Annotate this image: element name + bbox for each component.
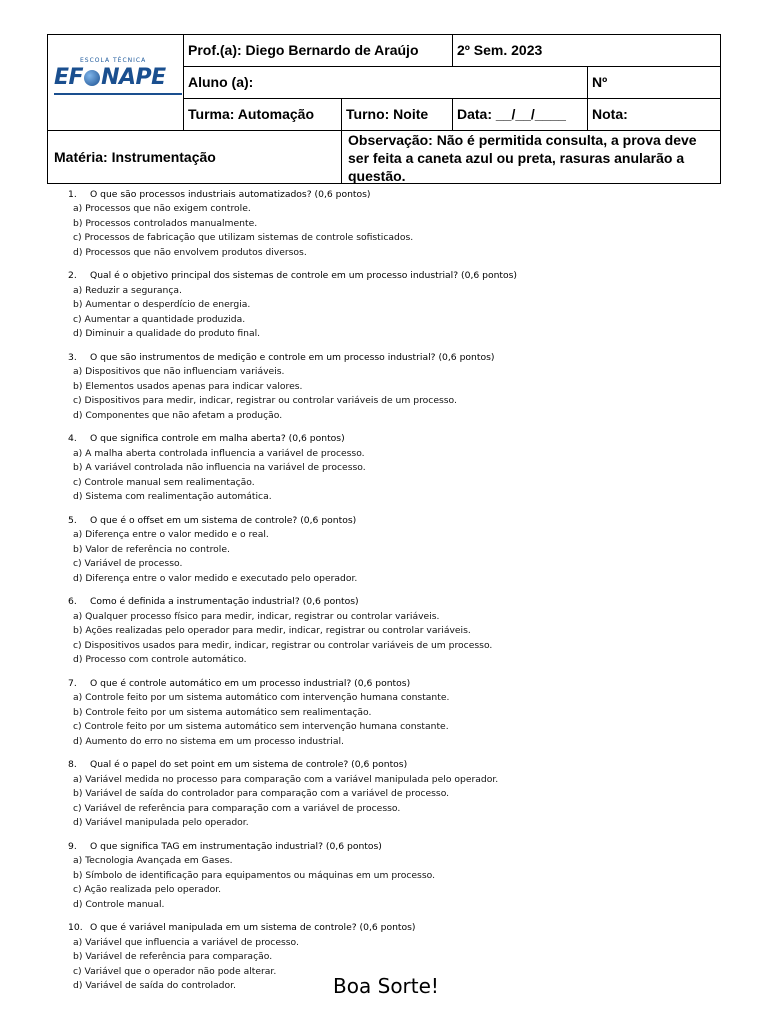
answer-option[interactable]: c) Controle feito por um sistema automático sem intervenção humana constante. [73,721,449,733]
answer-option[interactable]: d) Processo com controle automático. [73,654,247,666]
question-number: 6. [68,596,77,608]
answer-option[interactable]: a) Diferença entre o valor medido e o real. [73,529,269,541]
answer-option[interactable]: c) Ação realizada pelo operador. [73,884,222,896]
student-field[interactable]: Aluno (a): [188,74,254,90]
question-title [60,677,720,691]
answer-option[interactable]: a) Processos que não exigem controle. [73,203,251,215]
question-number: 9. [68,840,77,852]
question-9 [60,840,720,912]
exam-header [47,34,721,184]
question-text: O que é o offset em um sistema de controle? (0,6 pontos) [90,514,357,526]
semester: 2º Sem. 2023 [457,42,543,58]
question-number: 2. [68,270,77,282]
shift-label: Turno: Noite [346,106,429,122]
answer-option[interactable]: b) A variável controlada não influencia na variável de processo. [73,462,366,474]
answer-option[interactable]: d) Diminuir a qualidade do produto final. [73,328,261,340]
grade-field[interactable]: Nota: [592,106,628,122]
question-text: Qual é o objetivo principal dos sistemas de controle em um processo industrial? (0,6 pontos) [90,270,518,282]
observation-note: Observação: Não é permitida consulta, a prova deve ser feita a caneta azul ou preta, rasuras anularão a questão. [348,132,697,184]
answer-option[interactable]: a) Qualquer processo físico para medir, indicar, registrar ou controlar variáveis. [73,610,440,622]
question-text: O que significa controle em malha aberta? (0,6 pontos) [90,433,345,445]
question-text: O que significa TAG em instrumentação industrial? (0,6 pontos) [90,840,382,852]
answer-option[interactable]: a) Variável que influencia a variável de processo. [73,936,299,948]
question-title [60,758,720,772]
question-title [60,269,720,283]
globe-icon [84,70,100,86]
answer-option[interactable]: a) A malha aberta controlada influencia a variável de processo. [73,447,365,459]
answer-option[interactable]: d) Variável manipulada pelo operador. [73,817,249,829]
answer-option[interactable]: b) Controle feito por um sistema automático sem realimentação. [73,706,372,718]
question-5 [60,514,720,586]
answer-option[interactable]: c) Dispositivos para medir, indicar, registrar ou controlar variáveis de um processo. [73,395,457,407]
class-label: Turma: Automação [188,106,315,122]
date-field[interactable]: Data: __/__/____ [457,106,566,122]
answer-option[interactable]: d) Controle manual. [73,898,165,910]
question-number: 10. [68,922,83,934]
answer-option[interactable]: a) Dispositivos que não influenciam variáveis. [73,366,285,378]
question-text: Como é definida a instrumentação industrial? (0,6 pontos) [90,596,359,608]
question-list [60,188,720,1003]
answer-option[interactable]: c) Processos de fabricação que utilizam sistemas de controle sofisticados. [73,232,414,244]
answer-option[interactable]: a) Tecnologia Avançada em Gases. [73,855,233,867]
question-title [60,188,720,202]
answer-option[interactable]: d) Variável de saída do controlador. [73,980,236,992]
question-text: O que é controle automático em um processo industrial? (0,6 pontos) [90,677,411,689]
answer-option[interactable]: c) Variável de processo. [73,558,183,570]
school-logo [52,51,182,101]
answer-option[interactable]: c) Variável de referência para comparação com a variável de processo. [73,802,401,814]
answer-option[interactable]: d) Processos que não envolvem produtos diversos. [73,246,307,258]
question-text: Qual é o papel do set point em um sistema de controle? (0,6 pontos) [90,759,408,771]
answer-option[interactable]: b) Símbolo de identificação para equipamentos ou máquinas em um processo. [73,869,436,881]
answer-option[interactable]: d) Diferença entre o valor medido e executado pelo operador. [73,572,358,584]
question-title [60,595,720,609]
logo-subtitle: ESCOLA TÉCNICA [80,57,147,64]
answer-option[interactable]: b) Variável de saída do controlador para comparação com a variável de processo. [73,788,450,800]
answer-option[interactable]: b) Elementos usados apenas para indicar valores. [73,380,303,392]
question-text: O que é variável manipulada em um sistema de controle? (0,6 pontos) [90,922,416,934]
question-4 [60,432,720,504]
answer-option[interactable]: b) Aumentar o desperdício de energia. [73,299,251,311]
teacher-name: Prof.(a): Diego Bernardo de Araújo [188,42,419,58]
question-title [60,921,720,935]
question-title [60,840,720,854]
answer-option[interactable]: a) Controle feito por um sistema automático com intervenção humana constante. [73,692,450,704]
answer-option[interactable]: c) Variável que o operador não pode alterar. [73,965,277,977]
question-number: 3. [68,351,77,363]
question-number: 5. [68,514,77,526]
question-text: O que são processos industriais automatizados? (0,6 pontos) [90,189,371,200]
question-title [60,432,720,446]
question-number: 4. [68,433,77,445]
answer-option[interactable]: d) Sistema com realimentação automática. [73,491,272,503]
question-2 [60,269,720,341]
subject-label: Matéria: Instrumentação [54,149,216,165]
answer-option[interactable]: d) Aumento do erro no sistema em um processo industrial. [73,735,344,747]
answer-option[interactable]: b) Valor de referência no controle. [73,543,230,555]
question-number: 7. [68,677,77,689]
answer-option[interactable]: c) Controle manual sem realimentação. [73,476,255,488]
question-text: O que são instrumentos de medição e controle em um processo industrial? (0,6 pontos) [90,351,495,363]
question-number: 8. [68,759,77,771]
question-title [60,351,720,365]
question-8 [60,758,720,830]
question-6 [60,595,720,667]
question-7 [60,677,720,749]
number-field[interactable]: Nº [592,74,608,90]
question-3 [60,351,720,423]
answer-option[interactable]: c) Aumentar a quantidade produzida. [73,313,246,325]
question-1 [60,188,720,260]
answer-option[interactable]: d) Componentes que não afetam a produção. [73,409,283,421]
good-luck-message: Boa Sorte! [333,974,439,998]
answer-option[interactable]: a) Variável medida no processo para comparação com a variável manipulada pelo operador. [73,773,499,785]
answer-option[interactable]: b) Variável de referência para comparação. [73,951,273,963]
answer-option[interactable]: c) Dispositivos usados para medir, indicar, registrar ou controlar variáveis de um processo. [73,639,493,651]
answer-option[interactable]: a) Reduzir a segurança. [73,284,182,296]
question-title [60,514,720,528]
question-number: 1. [68,189,77,200]
answer-option[interactable]: b) Processos controlados manualmente. [73,217,258,229]
logo-wordmark: EF NAPE [54,65,166,90]
answer-option[interactable]: b) Ações realizadas pelo operador para medir, indicar, registrar ou controlar variáveis. [73,625,471,637]
logo-underline [54,93,182,95]
